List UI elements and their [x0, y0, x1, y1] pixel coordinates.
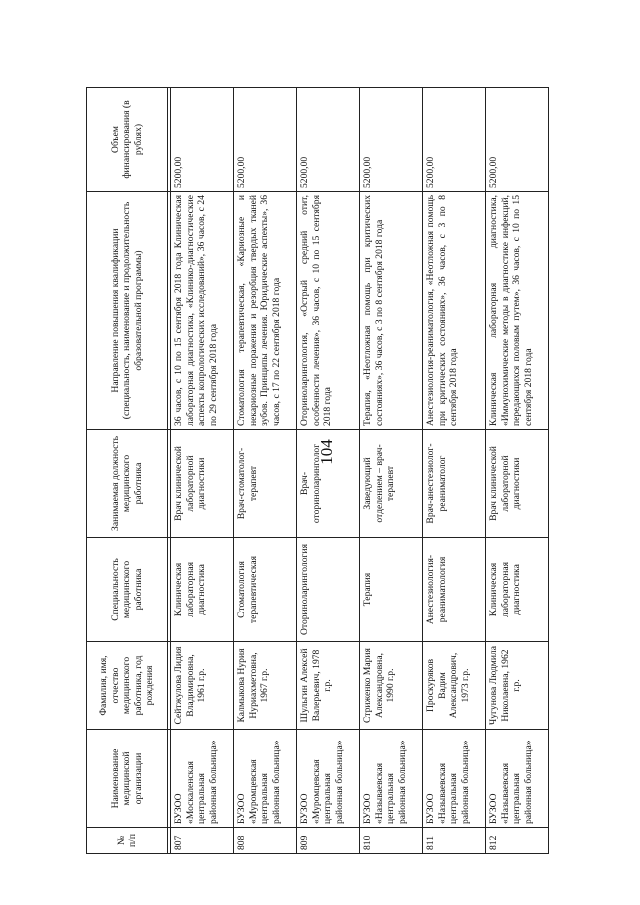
row-org: БУЗОО «Называевская центральная районная больница» — [486, 730, 549, 828]
row-position: Врач-оториноларинголог — [297, 430, 360, 538]
row-spec: Терапия — [360, 538, 423, 642]
row-org: БУЗОО «Называевская центральная районная больница» — [360, 730, 423, 828]
row-num: 810 — [360, 828, 423, 854]
row-sum: 5200,00 — [234, 88, 297, 192]
row-position: Врач клинической лабораторной диагностики — [171, 430, 234, 538]
table-row — [171, 88, 234, 854]
row-program: Анестезиология-реаниматология, «Неотложная помощь при критических состояниях», 36 часов, с 3 по 8 сентября 2018 года — [423, 192, 486, 430]
header-num: № п/п — [87, 828, 168, 854]
row-org: БУЗОО «Муромцевская центральная районная больница» — [234, 730, 297, 828]
row-spec: Клиническая лабораторная диагностика — [486, 538, 549, 642]
row-person: Чугунова Людмила Николаевна, 1962 г.р. — [486, 642, 549, 730]
table-row — [486, 88, 549, 854]
row-num: 809 — [297, 828, 360, 854]
table-row — [234, 88, 297, 854]
row-program: 36 часов, с 10 по 15 сентября 2018 года Клиническая лабораторная диагностика, «Клинико-диагностические аспекты копрологических исследований», 36 часов, с 24 по 29 сентября 2018 года — [171, 192, 234, 430]
training-table — [86, 87, 549, 854]
header-sum: Объем финансирования (в рублях) — [87, 88, 168, 192]
row-org: БУЗОО «Москаленская центральная районная больница» — [171, 730, 234, 828]
row-position: Врач-анестезиолог-реаниматолог — [423, 430, 486, 538]
row-program: Стоматология терапевтическая, «Кариозные и некариозные поражения и резорбция твердых тканей зубов. Принципы лечения. Юридические аспекты», 36 часов, с 17 по 22 сентября 2018 года — [234, 192, 297, 430]
row-sum: 5200,00 — [423, 88, 486, 192]
row-position: Врач-стоматолог-терапевт — [234, 430, 297, 538]
row-spec: Анестезиология-реаниматология — [423, 538, 486, 642]
header-org: Наименование медицинской организации — [87, 730, 168, 828]
table-header-row — [87, 88, 168, 854]
row-num: 808 — [234, 828, 297, 854]
row-num: 807 — [171, 828, 234, 854]
row-person: Проскуряков Вадим Александрович, 1973 г.р. — [423, 642, 486, 730]
row-sum: 5200,00 — [171, 88, 234, 192]
row-org: БУЗОО «Муромцевская центральная районная больница» — [297, 730, 360, 828]
row-position: Врач клинической лабораторной диагностики — [486, 430, 549, 538]
header-position: Занимаемая должность медицинского работника — [87, 430, 168, 538]
document-table-rotated — [86, 88, 586, 854]
table-row — [360, 88, 423, 854]
row-person: Калмыкова Нурия Нуриахметовна, 1967 г.р. — [234, 642, 297, 730]
row-program: Терапия, «Неотложная помощь при критических состояниях», 36 часов, с 3 по 8 сентября 2018 года — [360, 192, 423, 430]
table-row — [423, 88, 486, 854]
row-spec: Стоматология терапевтическая — [234, 538, 297, 642]
row-spec: Оториноларингология — [297, 538, 360, 642]
row-program: Оториноларингология, «Острый средний отит, особенности лечения», 36 часов, с 10 по 15 сентября 2018 года — [297, 192, 360, 430]
row-person: Шульгин Алексей Валерьевич, 1978 г.р. — [297, 642, 360, 730]
row-program: Клиническая лабораторная диагностика, «Иммунохимические методы в диагностике инфекций, передающихся половым путем», 36 часов, с 10 по 15 сентября 2018 года — [486, 192, 549, 430]
header-program: Направление повышения квалификации (специальность, наименование и продолжительность образовательной программы) — [87, 192, 168, 430]
row-org: БУЗОО «Называевская центральная районная больница» — [423, 730, 486, 828]
page-number: 104 — [317, 439, 336, 465]
row-num: 812 — [486, 828, 549, 854]
row-sum: 5200,00 — [297, 88, 360, 192]
row-person: Стриженко Мария Александровна, 1990 г.р. — [360, 642, 423, 730]
header-spec: Специальность медицинского работника — [87, 538, 168, 642]
table-row — [297, 88, 360, 854]
header-person: Фамилия, имя, отчество медицинского работника, год рождения — [87, 642, 168, 730]
row-num: 811 — [423, 828, 486, 854]
row-position: Заведующий отделением – врач-терапевт — [360, 430, 423, 538]
row-sum: 5200,00 — [360, 88, 423, 192]
row-spec: Клиническая лабораторная диагностика — [171, 538, 234, 642]
row-sum: 5200,00 — [486, 88, 549, 192]
row-person: Сейтжулова Лидия Владимировна, 1961 г.р. — [171, 642, 234, 730]
